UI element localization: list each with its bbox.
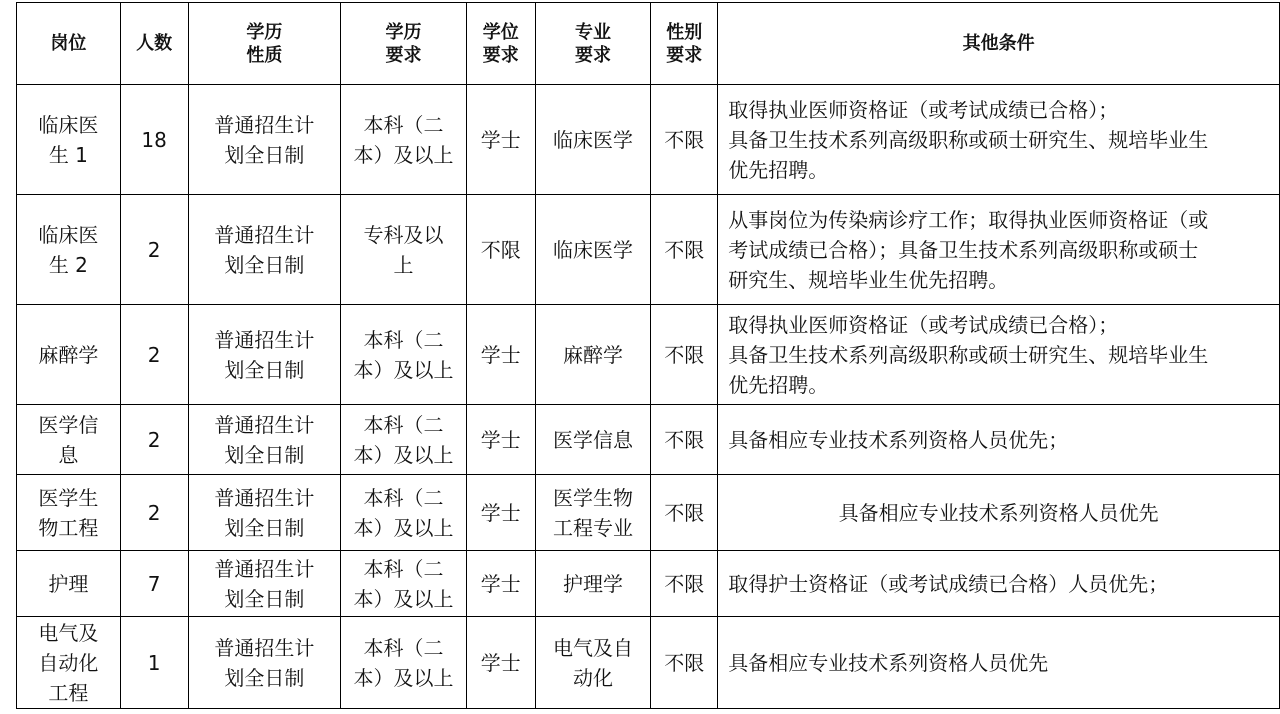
- cell-gender: 不限: [651, 85, 718, 195]
- header-count: 人数: [120, 3, 188, 85]
- header-row: [17, 3, 1280, 85]
- cell-edu-type: 普通招生计 划全日制: [188, 475, 341, 551]
- header-major: 专业 要求: [535, 3, 651, 85]
- cell-major: 护理学: [535, 551, 651, 617]
- table-row: [17, 195, 1280, 305]
- cell-edu-req: 本科（二 本）及以上: [341, 85, 467, 195]
- cell-gender: 不限: [651, 551, 718, 617]
- cell-edu-type: 普通招生计 划全日制: [188, 405, 341, 475]
- cell-degree: 学士: [466, 305, 535, 405]
- header-degree: 学位 要求: [466, 3, 535, 85]
- cell-edu-req: 本科（二 本）及以上: [341, 551, 467, 617]
- cell-gender: 不限: [651, 405, 718, 475]
- cell-post: 临床医 生 2: [17, 195, 121, 305]
- table-row: [17, 551, 1280, 617]
- cell-edu-req: 本科（二 本）及以上: [341, 305, 467, 405]
- cell-count: 2: [120, 475, 188, 551]
- cell-other: 具备相应专业技术系列资格人员优先: [718, 475, 1280, 551]
- cell-edu-type: 普通招生计 划全日制: [188, 85, 341, 195]
- cell-edu-req: 本科（二 本）及以上: [341, 475, 467, 551]
- cell-post: 麻醉学: [17, 305, 121, 405]
- cell-edu-req: 专科及以 上: [341, 195, 467, 305]
- cell-major: 医学信息: [535, 405, 651, 475]
- cell-post: 护理: [17, 551, 121, 617]
- cell-other: 取得执业医师资格证（或考试成绩已合格）； 具备卫生技术系列高级职称或硕士研究生、规培毕业生 优先招聘。: [718, 305, 1280, 405]
- cell-degree: 学士: [466, 475, 535, 551]
- cell-edu-type: 普通招生计 划全日制: [188, 551, 341, 617]
- table-row: [17, 85, 1280, 195]
- table-row: [17, 405, 1280, 475]
- cell-major: 临床医学: [535, 85, 651, 195]
- cell-gender: 不限: [651, 617, 718, 709]
- cell-other: 从事岗位为传染病诊疗工作；取得执业医师资格证（或 考试成绩已合格）；具备卫生技术系列高级职称或硕士 研究生、规培毕业生优先招聘。: [718, 195, 1280, 305]
- cell-degree: 不限: [466, 195, 535, 305]
- cell-edu-type: 普通招生计 划全日制: [188, 617, 341, 709]
- table-row: [17, 617, 1280, 709]
- cell-gender: 不限: [651, 305, 718, 405]
- cell-major: 电气及自 动化: [535, 617, 651, 709]
- cell-degree: 学士: [466, 405, 535, 475]
- header-other: 其他条件: [718, 3, 1280, 85]
- header-edu-type: 学历 性质: [188, 3, 341, 85]
- cell-count: 1: [120, 617, 188, 709]
- cell-edu-req: 本科（二 本）及以上: [341, 405, 467, 475]
- recruitment-table: [16, 2, 1280, 709]
- cell-post: 医学生 物工程: [17, 475, 121, 551]
- table-row: [17, 305, 1280, 405]
- cell-degree: 学士: [466, 551, 535, 617]
- cell-other: 取得执业医师资格证（或考试成绩已合格）； 具备卫生技术系列高级职称或硕士研究生、规培毕业生 优先招聘。: [718, 85, 1280, 195]
- cell-degree: 学士: [466, 617, 535, 709]
- cell-count: 7: [120, 551, 188, 617]
- header-post: 岗位: [17, 3, 121, 85]
- cell-other: 具备相应专业技术系列资格人员优先；: [718, 405, 1280, 475]
- cell-gender: 不限: [651, 475, 718, 551]
- cell-major: 麻醉学: [535, 305, 651, 405]
- table-row: [17, 475, 1280, 551]
- header-edu-req: 学历 要求: [341, 3, 467, 85]
- cell-major: 临床医学: [535, 195, 651, 305]
- cell-post: 医学信 息: [17, 405, 121, 475]
- cell-other: 取得护士资格证（或考试成绩已合格）人员优先；: [718, 551, 1280, 617]
- cell-edu-req: 本科（二 本）及以上: [341, 617, 467, 709]
- cell-degree: 学士: [466, 85, 535, 195]
- header-gender: 性别 要求: [651, 3, 718, 85]
- cell-count: 2: [120, 405, 188, 475]
- cell-count: 2: [120, 305, 188, 405]
- cell-major: 医学生物 工程专业: [535, 475, 651, 551]
- cell-edu-type: 普通招生计 划全日制: [188, 305, 341, 405]
- cell-post: 电气及 自动化 工程: [17, 617, 121, 709]
- cell-edu-type: 普通招生计 划全日制: [188, 195, 341, 305]
- cell-count: 18: [120, 85, 188, 195]
- cell-post: 临床医 生 1: [17, 85, 121, 195]
- cell-count: 2: [120, 195, 188, 305]
- cell-other: 具备相应专业技术系列资格人员优先: [718, 617, 1280, 709]
- cell-gender: 不限: [651, 195, 718, 305]
